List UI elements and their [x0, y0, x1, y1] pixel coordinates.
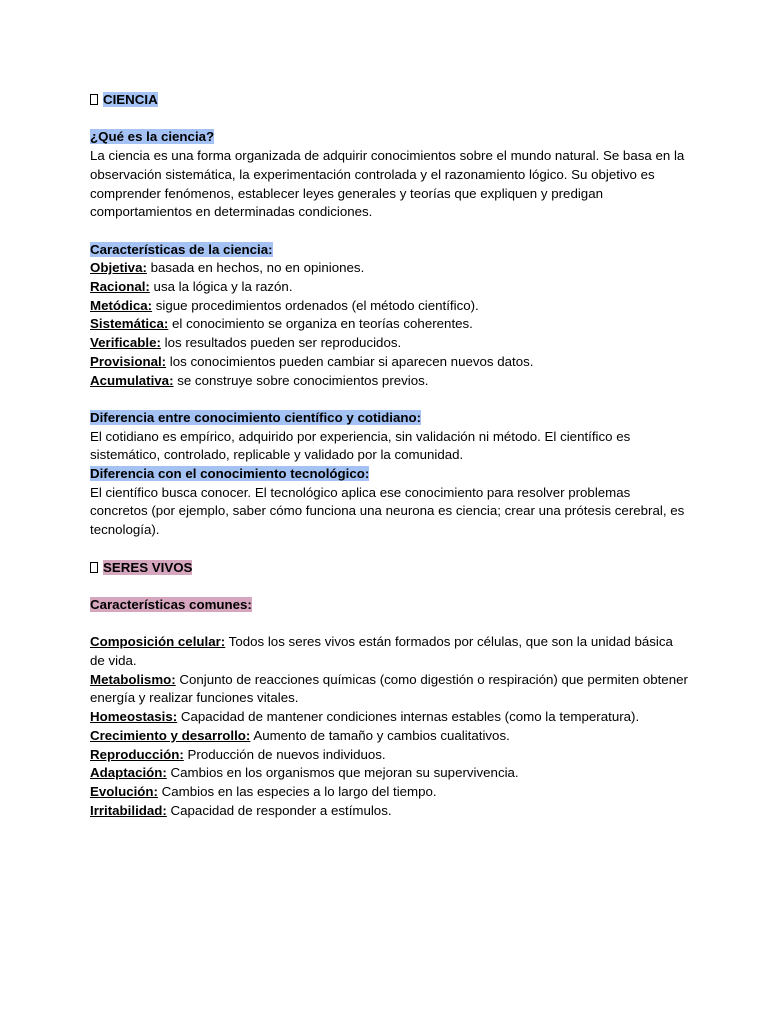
missing-glyph-box-icon [90, 94, 98, 105]
list-item: Racional: usa la lógica y la razón. [90, 279, 293, 294]
list-item: Objetiva: basada en hechos, no en opiniones. [90, 260, 365, 276]
list-item: Acumulativa: se construye sobre conocimientos previos. [90, 372, 429, 388]
list-item: Verificable: los resultados pueden ser reproducidos. [90, 335, 402, 351]
list-item: Sistemática: el conocimiento se organiza en teorías coherentes. [90, 316, 473, 332]
list-item: Homeostasis: Capacidad de mantener condiciones internas estables (como la temperatura). [90, 709, 640, 725]
list-item: Provisional: los conocimientos pueden cambiar si aparecen nuevos datos. [90, 353, 534, 369]
subheading: Diferencia con el conocimiento tecnológico: [90, 466, 370, 482]
list-item: Reproducción: Producción de nuevos individuos. [90, 746, 386, 762]
section-heading-seres-vivos [90, 559, 690, 578]
list-item: Adaptación: Cambios en los organismos que mejoran su supervivencia. [90, 765, 519, 781]
section-heading-ciencia [90, 91, 690, 110]
section-title: CIENCIA [103, 92, 158, 107]
spacer [90, 615, 690, 634]
spacer [90, 577, 690, 596]
spacer [90, 540, 690, 559]
list-item: Metódica: sigue procedimientos ordenados (el método científico). [90, 297, 479, 313]
spacer [90, 222, 690, 241]
subheading: Características de la ciencia: [90, 241, 273, 257]
section-title: SERES VIVOS [103, 559, 193, 575]
paragraph: El cotidiano es empírico, adquirido por experiencia, sin validación ni método. El científico es sistemático, controlado, replicable y validado por la comunidad. [90, 428, 631, 463]
list-item: Irritabilidad: Capacidad de responder a estímulos. [90, 802, 392, 818]
subheading: Diferencia entre conocimiento científico y cotidiano: [90, 409, 422, 425]
spacer [90, 390, 690, 409]
paragraph: El científico busca conocer. El tecnológico aplica ese conocimiento para resolver problemas concretos (por ejemplo, saber cómo funciona una neurona es ciencia; crear una prótesis cerebral, es tecnología). [90, 484, 685, 538]
list-item: Metabolismo: Conjunto de reacciones químicas (como digestión o respiración) que permiten obtener energía y realizar funciones vitales. [90, 671, 688, 706]
paragraph: La ciencia es una forma organizada de adquirir conocimientos sobre el mundo natural. Se basa en la observación sistemática, la experimentación controlada y el razonamiento lógico. Su objetivo es comprender fenómenos, establecer leyes generales y teorías que expliquen y predigan comportamientos en determinadas condiciones. [90, 148, 685, 220]
list-item: Composición celular: Todos los seres vivos están formados por células, que son la unidad básica de vida. [90, 634, 673, 668]
subheading: Características comunes: [90, 596, 252, 612]
list-item: Evolución: Cambios en las especies a lo largo del tiempo. [90, 783, 437, 799]
document-content [90, 91, 690, 820]
subheading: ¿Qué es la ciencia? [90, 129, 215, 145]
missing-glyph-box-icon [90, 562, 98, 573]
spacer [90, 110, 690, 129]
list-item: Crecimiento y desarrollo: Aumento de tamaño y cambios cualitativos. [90, 727, 510, 743]
